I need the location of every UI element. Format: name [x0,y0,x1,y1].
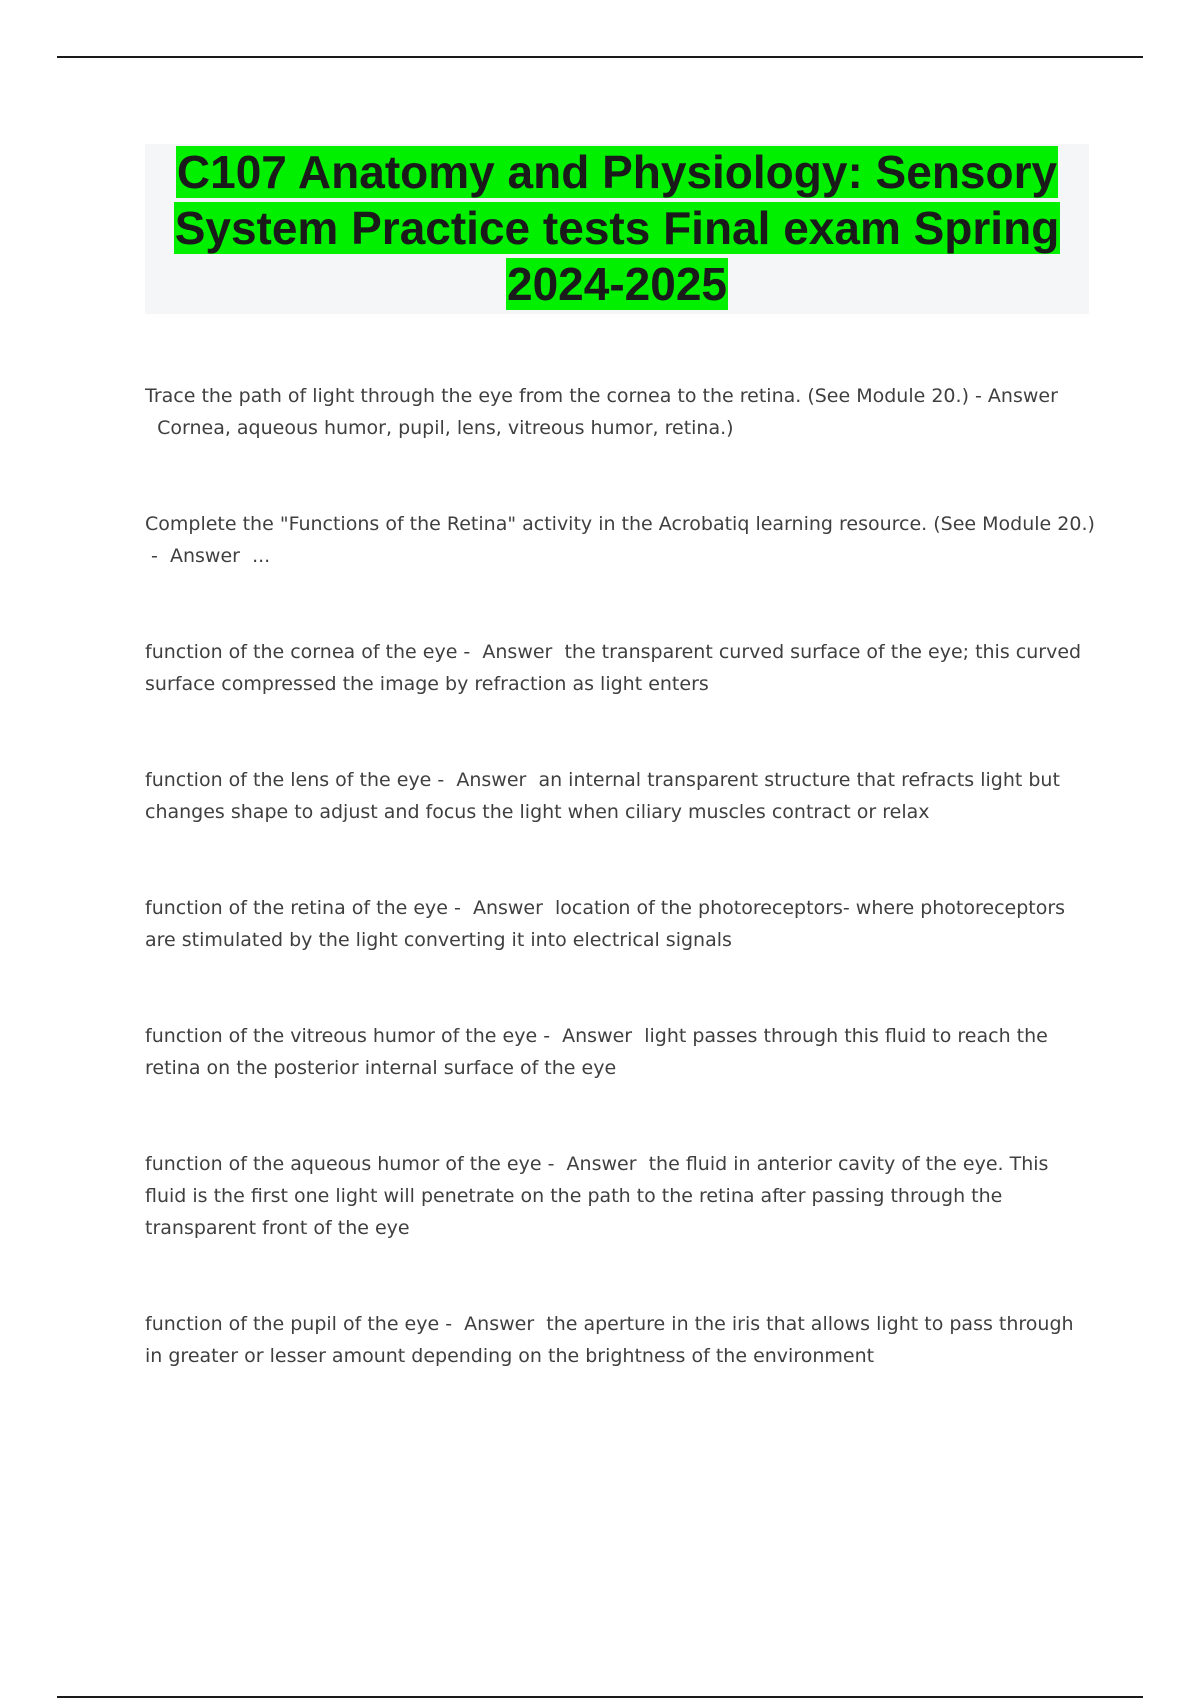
qa-item-retina-activity: Complete the "Functions of the Retina" activity in the Acrobatiq learning resource. (See Module 20.) - Answer ... [145,513,1095,567]
answer-label: Answer [482,641,553,663]
answer-text: the transparent curved surface of the eye; this curved surface compressed the image by refraction as light enters [145,641,1082,695]
answer-text: an internal transparent structure that refracts light but changes shape to adjust and focus the light when ciliary muscles contract or relax [145,769,1060,823]
answer-text: ... [252,545,271,567]
answer-label: Answer [987,385,1058,407]
qa-item-vitreous-humor: function of the vitreous humor of the eye - Answer light passes through this fluid to reach the retina on the posterior internal surface of the eye [145,1025,1048,1079]
answer-label: Answer [472,897,543,919]
qa-item-lens: function of the lens of the eye - Answer an internal transparent structure that refracts light but changes shape to adjust and focus the light when ciliary muscles contract or relax [145,769,1060,823]
answer-text: the aperture in the iris that allows light to pass through in greater or lesser amount depending on the brightness of the environment [145,1313,1074,1367]
question-text: function of the vitreous humor of the eye [145,1025,538,1047]
question-text: function of the pupil of the eye [145,1313,440,1335]
answer-label: Answer [566,1153,637,1175]
answer-label: Answer [456,769,527,791]
qa-item-retina: function of the retina of the eye - Answer location of the photoreceptors- where photoreceptors are stimulated by the light converting it into electrical signals [145,897,1066,951]
qa-item-cornea: function of the cornea of the eye - Answer the transparent curved surface of the eye; this curved surface compressed the image by refraction as light enters [145,641,1082,695]
document-title [145,144,1089,312]
question-text: function of the cornea of the eye [145,641,458,663]
question-text: function of the aqueous humor of the eye [145,1153,542,1175]
qa-item-pupil: function of the pupil of the eye - Answer the aperture in the iris that allows light to pass through in greater or lesser amount depending on the brightness of the environment [145,1313,1074,1367]
top-rule [57,56,1143,58]
answer-text: the fluid in anterior cavity of the eye. This fluid is the first one light will penetrate on the path to the retina after passing through the transparent front of the eye [145,1153,1049,1239]
question-text: function of the lens of the eye [145,769,432,791]
qa-item-light-path: Trace the path of light through the eye from the cornea to the retina. (See Module 20.) - Answer Cornea, aqueous humor, pupil, lens, vitreous humor, retina.) [145,385,1058,439]
title-highlight: C107 Anatomy and Physiology: Sensory System Practice tests Final exam Spring 2024-2025 [174,146,1060,310]
question-text: function of the retina of the eye [145,897,448,919]
answer-text: light passes through this fluid to reach the retina on the posterior internal surface of the eye [145,1025,1048,1079]
answer-text: location of the photoreceptors- where photoreceptors are stimulated by the light converting it into electrical signals [145,897,1066,951]
answer-label: Answer [169,545,240,567]
qa-item-aqueous-humor: function of the aqueous humor of the eye - Answer the fluid in anterior cavity of the eye. This fluid is the first one light will penetrate on the path to the retina after passing through the transparent front of the eye [145,1153,1049,1239]
question-text: Trace the path of light through the eye from the cornea to the retina. (See Module 20.) [145,385,969,407]
answer-label: Answer [562,1025,633,1047]
answer-label: Answer [464,1313,535,1335]
answer-text: Cornea, aqueous humor, pupil, lens, vitreous humor, retina.) [157,417,734,439]
question-text: Complete the "Functions of the Retina" activity in the Acrobatiq learning resource. (See Module 20.) [145,513,1095,535]
bottom-rule [57,1696,1143,1698]
title-block [145,144,1089,314]
qa-list [145,380,1095,1372]
